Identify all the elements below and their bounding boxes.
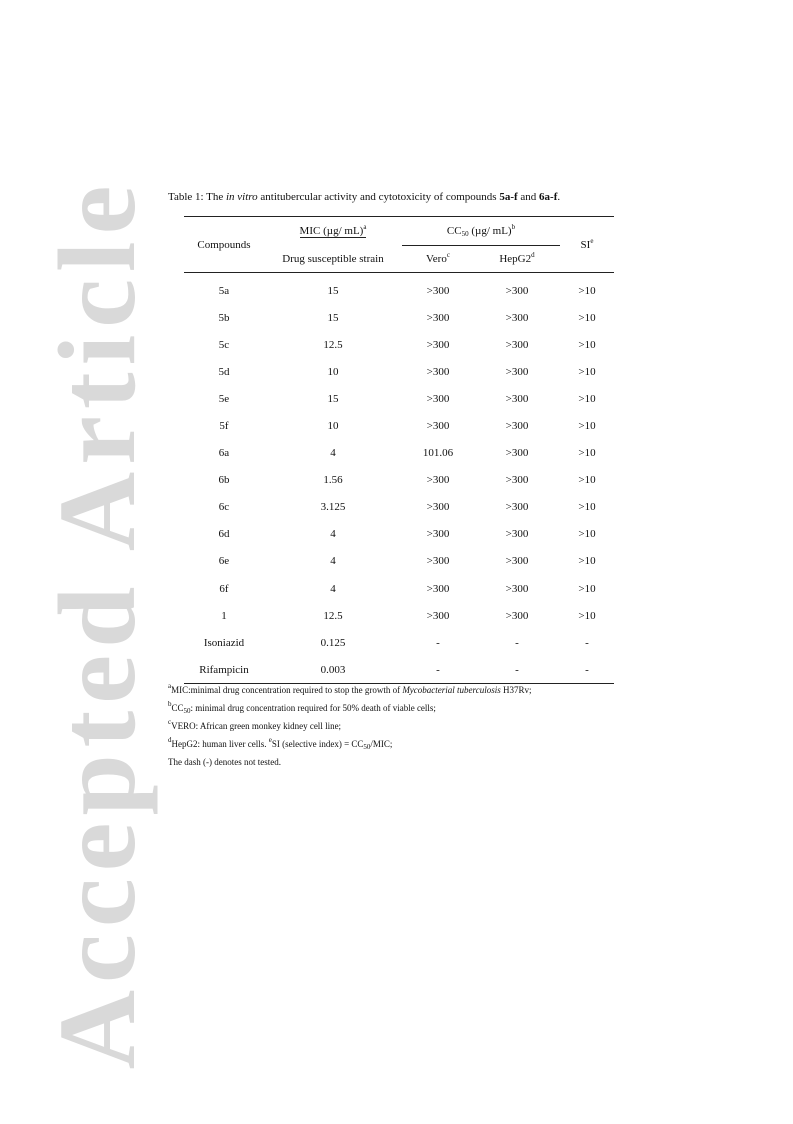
cell-hepg2: >300	[505, 474, 529, 487]
table-row	[184, 548, 614, 575]
cell-mic: 4	[330, 582, 336, 595]
table-row	[184, 358, 614, 385]
cell-vero: >300	[426, 582, 450, 595]
cell-mic: 4	[330, 528, 336, 541]
cell-si: >10	[578, 582, 596, 595]
accepted-article-watermark: Accepted Article	[36, 178, 158, 1070]
table-row	[184, 385, 614, 412]
cell-hepg2: >300	[505, 447, 529, 460]
cell-mic: 12.5	[323, 609, 343, 622]
header-hepg2: HepG2$^d$	[499, 251, 535, 265]
cell-si: >10	[578, 501, 596, 514]
cell-compound: 5b	[218, 311, 230, 324]
cell-vero: >300	[426, 474, 450, 487]
cell-vero: -	[402, 656, 474, 684]
cell-compound: 5c	[218, 338, 230, 351]
cell-hepg2: >300	[505, 609, 529, 622]
table-row	[184, 440, 614, 467]
cell-vero: >300	[426, 528, 450, 541]
cell-si: >10	[578, 528, 596, 541]
table-body	[184, 273, 614, 684]
footnote-b: $^bCC_{50}$: minimal drug concentration required for 50% death of viable cells;	[168, 700, 436, 715]
cell-vero: >300	[426, 365, 450, 378]
cell-hepg2: >300	[474, 273, 560, 305]
cell-compound: 5f	[219, 420, 229, 433]
cell-vero: >300	[426, 555, 450, 568]
cell-vero: >300	[426, 338, 450, 351]
cell-hepg2: -	[474, 656, 560, 684]
cell-hepg2: >300	[505, 338, 529, 351]
table-row	[184, 467, 614, 494]
cell-hepg2: >300	[505, 311, 529, 324]
cell-si: >10	[578, 555, 596, 568]
cell-vero: >300	[402, 273, 474, 305]
cell-vero: -	[436, 636, 440, 649]
cell-mic: 0.125	[320, 636, 346, 649]
cell-si: >10	[578, 447, 596, 460]
table-row	[184, 331, 614, 358]
table-row	[184, 521, 614, 548]
cell-vero: 101.06	[422, 447, 454, 460]
table-footnotes	[168, 681, 608, 771]
footnote-d-e: $^d$HepG2: human liver cells. $^e$SI (selective index) = $CC_{50}$/MIC;	[168, 736, 393, 751]
header-si: $SI^e$	[560, 217, 614, 273]
cell-hepg2: >300	[505, 365, 529, 378]
cell-vero: >300	[426, 311, 450, 324]
cell-mic: 15	[327, 392, 339, 405]
cell-vero: >300	[426, 392, 450, 405]
table-row	[184, 273, 614, 305]
cell-mic: 15	[327, 311, 339, 324]
cell-compound: 5e	[218, 392, 230, 405]
header-compounds: Compounds	[184, 217, 264, 273]
cell-si: -	[560, 656, 614, 684]
header-mic: MIC (µg/ mL)$^a$	[264, 217, 402, 246]
cell-si: >10	[560, 273, 614, 305]
cell-compound: 1	[221, 609, 227, 622]
cell-hepg2: >300	[505, 582, 529, 595]
cell-compound: 6b	[218, 474, 230, 487]
table-row	[184, 656, 614, 684]
cell-si: -	[585, 636, 589, 649]
cell-mic: 3.125	[320, 501, 346, 514]
cell-mic: 4	[330, 555, 336, 568]
cell-hepg2: >300	[505, 555, 529, 568]
cell-hepg2: -	[515, 636, 519, 649]
cell-si: >10	[578, 392, 596, 405]
header-cc50: $CC_{50}$ (µg/ mL)$^b$	[402, 217, 560, 246]
cell-hepg2: >300	[505, 501, 529, 514]
cell-mic: 1.56	[323, 474, 343, 487]
cell-si: >10	[578, 474, 596, 487]
cell-compound: 5a	[184, 273, 264, 305]
cell-mic: 12.5	[323, 338, 343, 351]
cell-mic: 0.003	[264, 656, 402, 684]
cell-compound: 6e	[218, 555, 230, 568]
cell-vero: >300	[426, 609, 450, 622]
activity-table	[184, 216, 614, 684]
cell-vero: >300	[426, 501, 450, 514]
cell-compound: 6d	[218, 528, 230, 541]
cell-si: >10	[578, 311, 596, 324]
cell-hepg2: >300	[505, 420, 529, 433]
cell-compound: 6c	[218, 501, 230, 514]
cell-si: >10	[578, 420, 596, 433]
table-row	[184, 304, 614, 331]
table-row	[184, 494, 614, 521]
header-vero: Vero$^c$	[426, 251, 450, 265]
table-row	[184, 602, 614, 629]
cell-compound: 5d	[218, 365, 230, 378]
footnote-dash: The dash (-) denotes not tested.	[168, 757, 281, 767]
cell-mic: 4	[330, 447, 336, 460]
cell-si: >10	[578, 338, 596, 351]
cell-hepg2: >300	[505, 528, 529, 541]
cell-hepg2: >300	[505, 392, 529, 405]
header-strain: Drug susceptible strain	[282, 252, 384, 265]
table-caption: Table 1: The in vitro antitubercular activity and cytotoxicity of compounds 5a-f and 6a-f.	[168, 191, 561, 203]
cell-vero: >300	[426, 420, 450, 433]
footnote-a: $^a$MIC:minimal drug concentration required to stop the growth of Mycobacterial tuberculosis H37Rv;	[168, 682, 532, 695]
footnote-c: $^c$VERO: African green monkey kidney cell line;	[168, 718, 342, 731]
cell-mic: 15	[264, 273, 402, 305]
cell-si: >10	[578, 609, 596, 622]
cell-compound: Rifampicin	[184, 656, 264, 684]
cell-compound: 6a	[218, 447, 230, 460]
cell-compound: Isoniazid	[203, 636, 245, 649]
cell-mic: 10	[327, 365, 339, 378]
cell-mic: 10	[327, 420, 339, 433]
table-row	[184, 629, 614, 656]
table-row	[184, 412, 614, 439]
cell-si: >10	[578, 365, 596, 378]
cell-compound: 6f	[219, 582, 229, 595]
table-row	[184, 575, 614, 602]
